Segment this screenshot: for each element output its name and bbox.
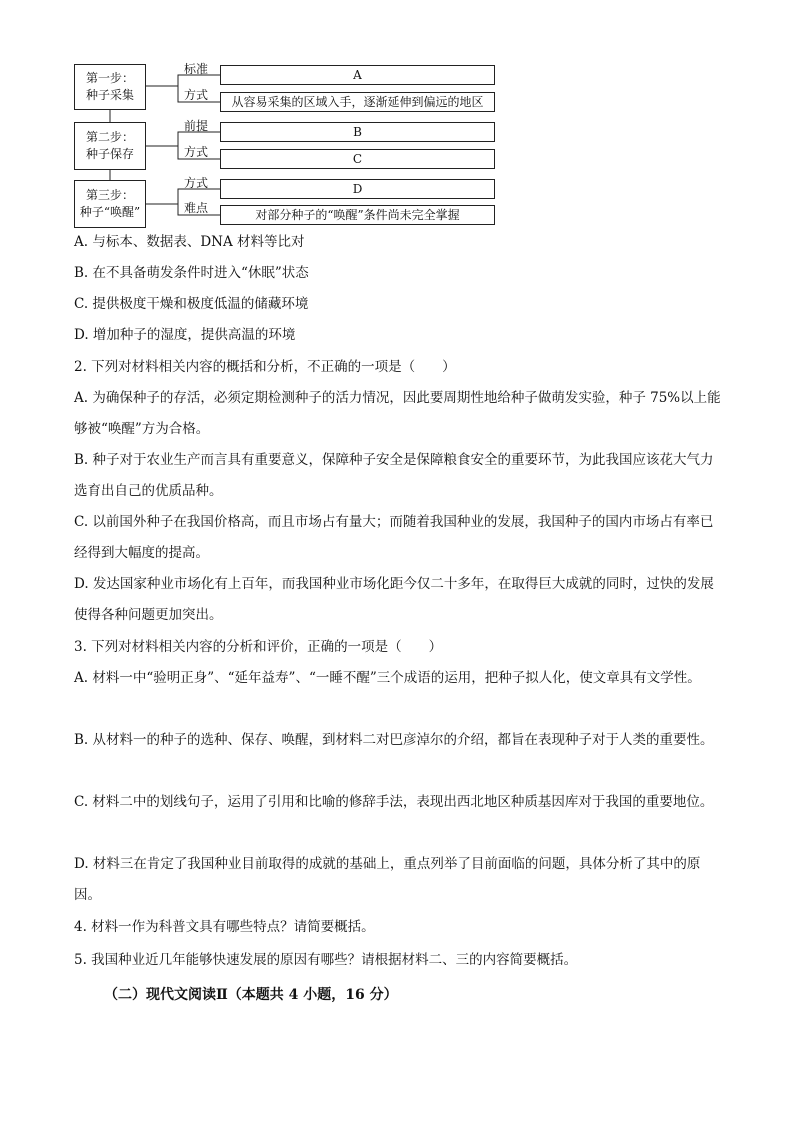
q3-option-c: C. 材料二中的划线句子，运用了引用和比喻的修辞手法，表现出西北地区种质基因库对于我国的重要地位。 — [74, 794, 714, 810]
step-3-box — [74, 180, 146, 228]
q1-option-d: D. 增加种子的湿度，提供高温的环境 — [74, 327, 296, 343]
section-title: （二）现代文阅读Ⅱ（本题共 4 小题，16 分） — [104, 987, 398, 1003]
q2-option-c: C. 以前国外种子在我国价格高，而且市场占有量大；而随着我国种业的发展，我国种子的国内市场占有率已经得到大幅度的提高。 — [74, 514, 714, 561]
q3-option-d: D. 材料三在肯定了我国种业目前取得的成就的基础上，重点列举了目前面临的问题，具体分析了其中的原因。 — [74, 856, 701, 903]
label-method-1: 方式 — [184, 88, 209, 102]
label-method-2: 方式 — [184, 145, 209, 159]
q2-option-a: A. 为确保种子的存活，必须定期检测种子的活力情况，因此要周期性地给种子做萌发实验，种子 75%以上能够被“唤醒”方为合格。 — [74, 390, 721, 437]
q5-stem: 5. 我国种业近几年能够快速发展的原因有哪些？请根据材料二、三的内容简要概括。 — [74, 952, 578, 968]
q2-option-b: B. 种子对于农业生产而言具有重要意义，保障种子安全是保障粮食安全的重要环节，为此我国应该花大气力选育出自己的优质品种。 — [74, 452, 714, 499]
q1-option-c: C. 提供极度干燥和极度低温的储藏环境 — [74, 296, 309, 312]
label-standard: 标准 — [184, 62, 209, 76]
q3-option-a: A. 材料一中“验明正身”、“延年益寿”、“一睡不醒”三个成语的运用，把种子拟人化，使文章具有文学性。 — [74, 670, 701, 686]
step-3-title: 第三步： — [85, 188, 134, 202]
q3-option-b: B. 从材料一的种子的选种、保存、唤醒，到材料二对巴彦淖尔的介绍，都旨在表现种子对于人类的重要性。 — [74, 732, 714, 748]
label-difficulty: 难点 — [184, 201, 209, 215]
box-b: B — [220, 122, 495, 142]
step-2-name: 种子保存 — [85, 147, 134, 161]
seed-process-diagram — [74, 62, 504, 230]
box-a: A — [220, 65, 495, 85]
box-d: D — [220, 179, 495, 199]
label-premise: 前提 — [184, 119, 209, 133]
q4-stem: 4. 材料一作为科普文具有哪些特点？请简要概括。 — [74, 919, 375, 935]
step-1-box — [74, 64, 146, 110]
step-1-name: 种子采集 — [85, 88, 134, 102]
q3-stem: 3. 下列对材料相关内容的分析和评价，正确的一项是（ ） — [74, 639, 443, 655]
q2-stem: 2. 下列对材料相关内容的概括和分析，不正确的一项是（ ） — [74, 359, 456, 375]
step-3-name: 种子“唤醒” — [79, 205, 141, 219]
q1-option-a: A. 与标本、数据表、DNA 材料等比对 — [74, 234, 305, 250]
label-method-3: 方式 — [184, 176, 209, 190]
step-1-title: 第一步： — [85, 71, 134, 85]
step-2-title: 第二步： — [85, 130, 134, 144]
box-awaken-difficulty: 对部分种子的“唤醒”条件尚未完全掌握 — [220, 205, 495, 225]
step-2-box — [74, 122, 146, 170]
box-c: C — [220, 149, 495, 169]
box-collect-method: 从容易采集的区域入手，逐渐延伸到偏远的地区 — [220, 92, 495, 112]
q1-option-b: B. 在不具备萌发条件时进入“休眠”状态 — [74, 265, 309, 281]
q2-option-d: D. 发达国家种业市场化有上百年，而我国种业市场化距今仅二十多年，在取得巨大成就的同时，过快的发展使得各种问题更加突出。 — [74, 576, 714, 623]
